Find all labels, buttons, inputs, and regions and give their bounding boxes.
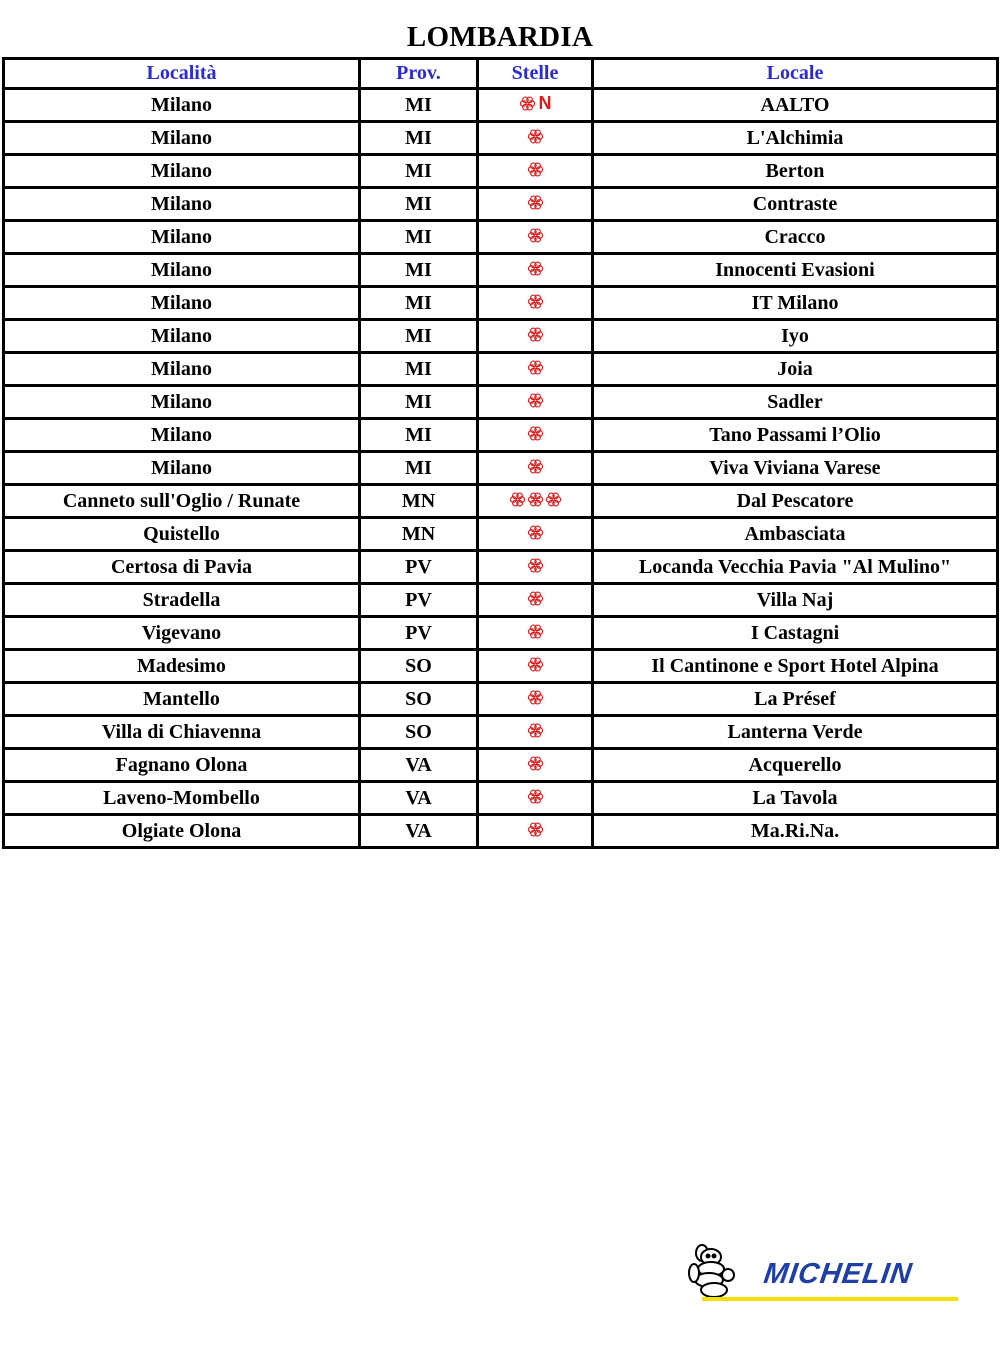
cell-locale: Ambasciata <box>593 518 998 551</box>
cell-locale: AALTO <box>593 89 998 122</box>
table-row <box>4 518 998 551</box>
cell-stelle <box>478 782 593 815</box>
table-row <box>4 353 998 386</box>
table-row <box>4 485 998 518</box>
stars-group <box>527 156 544 183</box>
cell-locale: La Tavola <box>593 782 998 815</box>
michelin-star-icon <box>527 557 544 574</box>
cell-localita: Milano <box>4 122 360 155</box>
stars-group <box>527 387 544 414</box>
cell-stelle <box>478 551 593 584</box>
cell-stelle <box>478 89 593 122</box>
cell-locale: Locanda Vecchia Pavia "Al Mulino" <box>593 551 998 584</box>
cell-stelle <box>478 419 593 452</box>
cell-stelle <box>478 221 593 254</box>
michelin-man-icon <box>689 1245 734 1297</box>
michelin-star-icon <box>527 788 544 805</box>
cell-prov: SO <box>360 683 478 716</box>
cell-localita: Milano <box>4 386 360 419</box>
cell-stelle <box>478 353 593 386</box>
cell-locale: Iyo <box>593 320 998 353</box>
table-row <box>4 782 998 815</box>
cell-prov: MI <box>360 287 478 320</box>
cell-prov: MI <box>360 254 478 287</box>
cell-localita: Villa di Chiavenna <box>4 716 360 749</box>
table-row <box>4 617 998 650</box>
cell-localita: Milano <box>4 188 360 221</box>
cell-locale: Sadler <box>593 386 998 419</box>
table-row <box>4 320 998 353</box>
michelin-star-icon <box>527 656 544 673</box>
michelin-star-icon <box>545 491 562 508</box>
cell-prov: PV <box>360 551 478 584</box>
cell-prov: MI <box>360 386 478 419</box>
cell-localita: Milano <box>4 452 360 485</box>
cell-localita: Certosa di Pavia <box>4 551 360 584</box>
cell-localita: Milano <box>4 155 360 188</box>
cell-localita: Milano <box>4 89 360 122</box>
stars-group <box>527 585 544 612</box>
table-header-row <box>4 59 998 89</box>
cell-prov: VA <box>360 815 478 848</box>
michelin-star-icon <box>527 227 544 244</box>
cell-localita: Laveno-Mombello <box>4 782 360 815</box>
cell-localita: Milano <box>4 320 360 353</box>
column-header-stelle: Stelle <box>478 59 593 89</box>
cell-stelle <box>478 122 593 155</box>
michelin-star-icon <box>527 260 544 277</box>
cell-localita: Quistello <box>4 518 360 551</box>
stars-group <box>509 486 562 513</box>
cell-stelle <box>478 452 593 485</box>
cell-localita: Milano <box>4 254 360 287</box>
stars-group <box>527 684 544 711</box>
table-row <box>4 188 998 221</box>
cell-localita: Mantello <box>4 683 360 716</box>
cell-prov: SO <box>360 650 478 683</box>
michelin-star-icon <box>527 392 544 409</box>
table-row <box>4 650 998 683</box>
cell-stelle <box>478 287 593 320</box>
cell-stelle <box>478 320 593 353</box>
cell-localita: Canneto sull'Oglio / Runate <box>4 485 360 518</box>
cell-prov: PV <box>360 584 478 617</box>
stars-group <box>527 783 544 810</box>
column-header-locale: Locale <box>593 59 998 89</box>
stars-group <box>527 717 544 744</box>
table-row <box>4 683 998 716</box>
michelin-star-icon <box>527 821 544 838</box>
michelin-star-icon <box>527 755 544 772</box>
stars-group <box>519 90 552 117</box>
cell-locale: Cracco <box>593 221 998 254</box>
cell-locale: Villa Naj <box>593 584 998 617</box>
cell-prov: MI <box>360 188 478 221</box>
cell-locale: IT Milano <box>593 287 998 320</box>
michelin-star-icon <box>527 491 544 508</box>
michelin-star-icon <box>519 95 536 112</box>
cell-localita: Stradella <box>4 584 360 617</box>
cell-locale: I Castagni <box>593 617 998 650</box>
cell-prov: MI <box>360 452 478 485</box>
cell-locale: Il Cantinone e Sport Hotel Alpina <box>593 650 998 683</box>
cell-stelle <box>478 254 593 287</box>
cell-prov: VA <box>360 782 478 815</box>
cell-prov: MN <box>360 518 478 551</box>
cell-prov: MI <box>360 89 478 122</box>
michelin-star-icon <box>527 623 544 640</box>
cell-locale: Tano Passami l’Olio <box>593 419 998 452</box>
cell-prov: MI <box>360 320 478 353</box>
table-row <box>4 716 998 749</box>
stars-group <box>527 222 544 249</box>
table-row <box>4 89 998 122</box>
cell-prov: VA <box>360 749 478 782</box>
stars-group <box>527 420 544 447</box>
cell-stelle <box>478 650 593 683</box>
cell-stelle <box>478 188 593 221</box>
stars-group <box>527 519 544 546</box>
stars-group <box>527 321 544 348</box>
cell-locale: Dal Pescatore <box>593 485 998 518</box>
michelin-star-icon <box>527 689 544 706</box>
michelin-star-icon <box>527 194 544 211</box>
cell-locale: La Présef <box>593 683 998 716</box>
cell-stelle <box>478 518 593 551</box>
michelin-star-icon <box>527 128 544 145</box>
michelin-star-icon <box>527 458 544 475</box>
michelin-star-icon <box>527 524 544 541</box>
stars-group <box>527 189 544 216</box>
cell-locale: Joia <box>593 353 998 386</box>
cell-stelle <box>478 683 593 716</box>
cell-stelle <box>478 584 593 617</box>
michelin-star-icon <box>527 326 544 343</box>
cell-stelle <box>478 386 593 419</box>
column-header-localita: Località <box>4 59 360 89</box>
table-row <box>4 551 998 584</box>
michelin-star-icon <box>527 722 544 739</box>
michelin-star-icon <box>527 425 544 442</box>
cell-localita: Olgiate Olona <box>4 815 360 848</box>
table-row <box>4 287 998 320</box>
cell-locale: Berton <box>593 155 998 188</box>
stars-group <box>527 651 544 678</box>
michelin-star-icon <box>509 491 526 508</box>
cell-prov: MI <box>360 221 478 254</box>
cell-stelle <box>478 485 593 518</box>
cell-locale: Viva Viviana Varese <box>593 452 998 485</box>
cell-locale: Contraste <box>593 188 998 221</box>
cell-locale: L'Alchimia <box>593 122 998 155</box>
cell-stelle <box>478 716 593 749</box>
cell-prov: PV <box>360 617 478 650</box>
restaurants-table <box>2 57 999 849</box>
michelin-star-icon <box>527 590 544 607</box>
michelin-star-icon <box>527 161 544 178</box>
table-row <box>4 155 998 188</box>
table-row <box>4 815 998 848</box>
cell-localita: Milano <box>4 221 360 254</box>
column-header-prov: Prov. <box>360 59 478 89</box>
table-row <box>4 254 998 287</box>
michelin-star-icon <box>527 293 544 310</box>
stars-group <box>527 123 544 150</box>
cell-locale: Innocenti Evasioni <box>593 254 998 287</box>
cell-prov: MN <box>360 485 478 518</box>
cell-locale: Lanterna Verde <box>593 716 998 749</box>
table-row <box>4 122 998 155</box>
cell-stelle <box>478 155 593 188</box>
table-row <box>4 452 998 485</box>
cell-localita: Vigevano <box>4 617 360 650</box>
cell-prov: MI <box>360 353 478 386</box>
stars-group <box>527 288 544 315</box>
cell-prov: MI <box>360 155 478 188</box>
new-badge: N <box>538 93 552 113</box>
stars-group <box>527 618 544 645</box>
table-row <box>4 749 998 782</box>
table-row <box>4 386 998 419</box>
michelin-brand-text: MICHELIN <box>761 1258 915 1290</box>
table-row <box>4 584 998 617</box>
stars-group <box>527 453 544 480</box>
cell-locale: Acquerello <box>593 749 998 782</box>
cell-locale: Ma.Ri.Na. <box>593 815 998 848</box>
cell-stelle <box>478 749 593 782</box>
stars-group <box>527 816 544 843</box>
cell-stelle <box>478 617 593 650</box>
stars-group <box>527 750 544 777</box>
stars-group <box>527 354 544 381</box>
cell-localita: Milano <box>4 353 360 386</box>
cell-stelle <box>478 815 593 848</box>
cell-localita: Milano <box>4 287 360 320</box>
michelin-star-icon <box>527 359 544 376</box>
page-title: LOMBARDIA <box>406 21 594 53</box>
cell-prov: MI <box>360 419 478 452</box>
table-row <box>4 221 998 254</box>
table-row <box>4 419 998 452</box>
stars-group <box>527 552 544 579</box>
cell-localita: Madesimo <box>4 650 360 683</box>
cell-prov: SO <box>360 716 478 749</box>
cell-localita: Fagnano Olona <box>4 749 360 782</box>
cell-localita: Milano <box>4 419 360 452</box>
stars-group <box>527 255 544 282</box>
cell-prov: MI <box>360 122 478 155</box>
